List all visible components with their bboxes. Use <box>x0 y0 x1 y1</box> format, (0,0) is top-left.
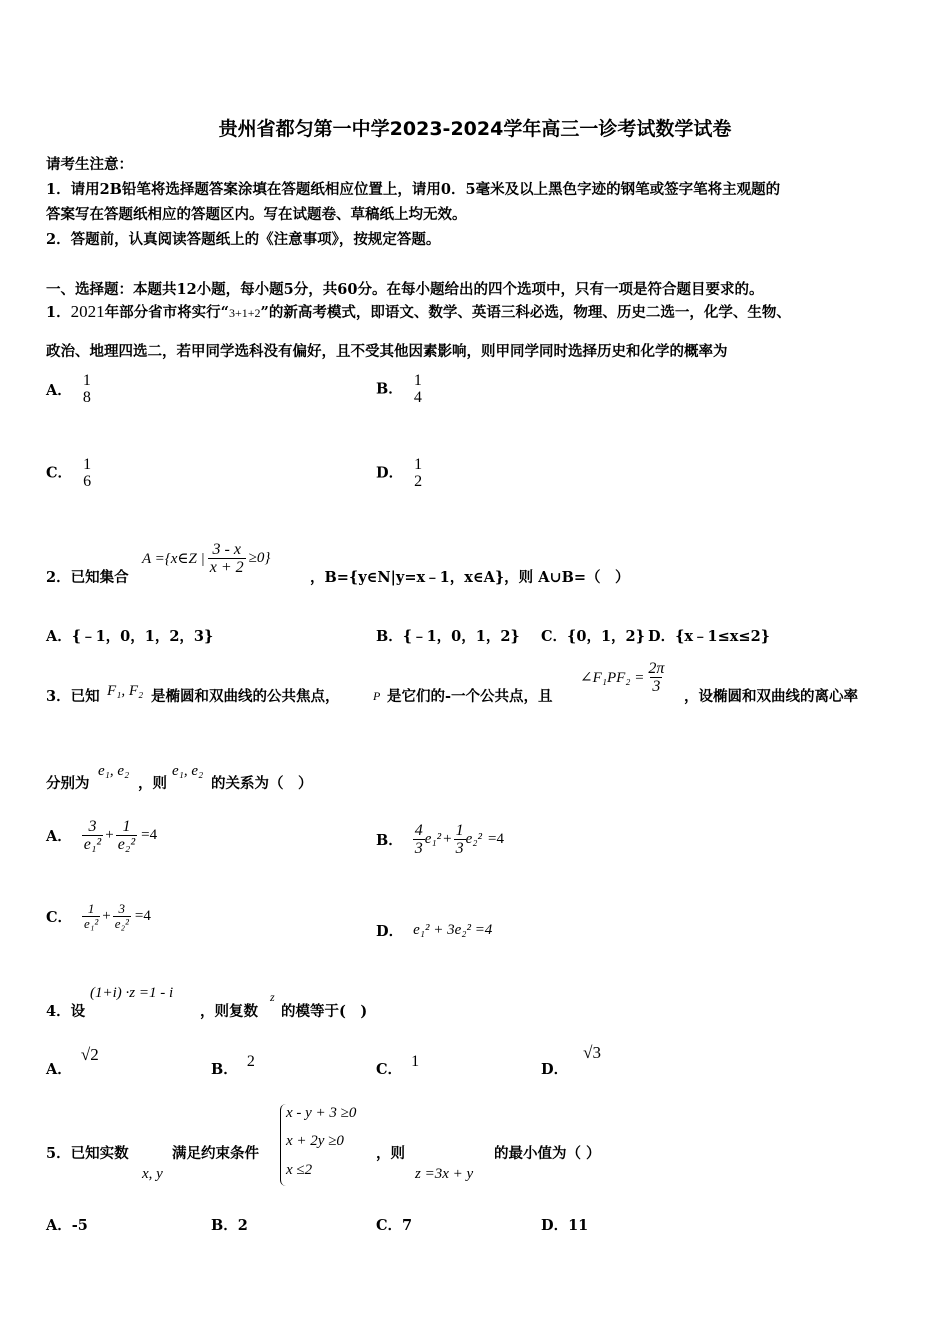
q3-e12-b: e₁, e₂ <box>172 763 204 779</box>
frac-num: 1 <box>413 372 422 389</box>
q1-prefix: 1． <box>46 304 71 321</box>
q3-option-d[interactable] <box>376 920 492 941</box>
q3-line2-a: 分别为 <box>46 775 90 792</box>
q4-prefix: 4．设 <box>46 1003 86 1020</box>
option-label: D． <box>376 923 404 940</box>
q5-text-3: 的最小值为（ ） <box>494 1145 601 1162</box>
q2-option-a[interactable]: A．{﹣1，0，1，2，3} <box>46 628 214 645</box>
q3-text-1: 是椭圆和双曲线的公共焦点， <box>151 688 340 705</box>
q2-option-b[interactable]: B．{﹣1，0，1，2} <box>376 628 520 645</box>
q3-option-b[interactable]: B． $\frac{4}{3}$ e₁² + $\frac{1}{3}$ e₂² =4 <box>376 822 504 857</box>
frac-den: 6 <box>83 473 92 490</box>
option-label: D． <box>376 464 404 482</box>
q3-angle <box>580 660 666 695</box>
q1-mid: 年部分省市将实行“ <box>104 304 229 321</box>
q5-option-a[interactable]: A．-5 <box>46 1217 88 1234</box>
frac-num: 1 <box>455 822 464 839</box>
term: e₁² <box>424 831 442 847</box>
frac-den: 3 <box>455 840 464 857</box>
page-title: 贵州省都匀第一中学2023-2024学年高三一诊考试数学试卷 <box>218 118 732 140</box>
frac-num: 3 - x <box>212 541 241 558</box>
option-label: A． <box>46 1061 72 1078</box>
q5-option-d[interactable]: D．11 <box>541 1217 589 1234</box>
option-label: C． <box>376 1061 403 1078</box>
option-label: A． <box>46 381 72 399</box>
frac-num: 1 <box>122 818 131 835</box>
q1-mode: 3+1+2 <box>228 306 261 320</box>
q4-z: z <box>270 990 275 1004</box>
q3-option-a[interactable]: A． $\frac{3}{\text{e₁²}}$ + $\frac{1}{\text{e₂²}}$ =4 <box>46 818 158 853</box>
q1-option-c[interactable] <box>46 456 93 490</box>
option-label: A． <box>46 828 72 845</box>
frac-den: e₁² <box>83 836 102 853</box>
option-label: B． <box>211 1061 238 1078</box>
frac-num: 3 <box>88 818 97 835</box>
q3-line2-c: 的关系为（ ） <box>211 775 313 792</box>
q3-angle-expr: ∠F₁PF₂ = <box>580 670 645 686</box>
option-value: 1 <box>411 1053 420 1070</box>
frac-num: 4 <box>414 822 423 839</box>
q3-point-p: P <box>373 689 381 703</box>
q5-option-c[interactable]: C．7 <box>376 1217 413 1234</box>
q3-option-d-expr: e₁² + 3e₂² =4 <box>413 922 493 938</box>
frac-den: x + 2 <box>209 559 244 576</box>
q1-year: 2021 <box>70 302 105 321</box>
frac-num: 3 <box>118 901 126 916</box>
notice-heading: 请考生注意： <box>46 156 133 173</box>
option-label: B． <box>376 380 403 398</box>
q5-vars: x, y <box>142 1166 163 1182</box>
option-label: C． <box>46 909 73 926</box>
q1-line-2: 政治、地理四选二，若甲同学选科没有偏好，且不受其他因素影响，则甲同学同时选择历史和化学的概率为 <box>46 343 728 360</box>
q3-line2-b: ，则 <box>138 775 167 792</box>
option-label: D． <box>541 1061 569 1078</box>
q3-e12-a: e₁, e₂ <box>98 763 130 779</box>
frac-den: 4 <box>413 389 422 406</box>
q3-text-2: 是它们的-一个公共点，且 <box>387 688 553 705</box>
q2-set-a-right: ≥0} <box>248 550 271 566</box>
frac-num: 1 <box>414 456 423 473</box>
q4-option-b[interactable] <box>211 1050 255 1078</box>
q3-prefix: 3．已知 <box>46 688 100 705</box>
option-value: √3 <box>583 1043 602 1062</box>
q3-text-3: ，设椭圆和双曲线的离心率 <box>684 688 858 705</box>
q2-option-c[interactable]: C．{0，1，2} <box>541 628 645 645</box>
frac-num: 2π <box>648 660 665 677</box>
q5-option-b[interactable]: B．2 <box>211 1217 248 1234</box>
q5-constraint-3: x ≤2 <box>286 1162 313 1178</box>
q5-constraint-1: x - y + 3 ≥0 <box>286 1105 357 1121</box>
frac-num: 1 <box>87 901 95 916</box>
equals-four: =4 <box>134 908 151 924</box>
q4-expr: (1+i) ·z =1 - i <box>90 985 174 1001</box>
term: e₂² <box>465 831 482 847</box>
q4-text: ，则复数 <box>200 1003 258 1020</box>
frac-num: 1 <box>83 456 92 473</box>
q5-objective: z =3x + y <box>415 1166 474 1182</box>
notice-line-3: 2．答题前，认真阅读答题纸上的《注意事项》，按规定答题。 <box>46 231 441 248</box>
q3-option-c[interactable]: C． $\frac{1}{\text{e₁²}}$ + $\frac{3}{\text{e₂²}}$ =4 <box>46 901 151 931</box>
option-label: C． <box>46 464 73 482</box>
frac-den: 3 <box>414 840 423 857</box>
q4-option-d[interactable] <box>541 1042 602 1078</box>
frac-num: 1 <box>82 372 91 389</box>
q5-constraint-2: x + 2y ≥0 <box>286 1133 344 1149</box>
option-value: √2 <box>80 1045 99 1064</box>
q2-prefix: 2．已知集合 <box>46 569 129 586</box>
q2-set-a-left: A ={x∈Z | <box>142 551 205 567</box>
q5-prefix: 5．已知实数 <box>46 1145 129 1162</box>
q4-option-a[interactable] <box>46 1044 99 1078</box>
q4-tail: 的模等于( ) <box>281 1003 368 1020</box>
frac-den: 3 <box>652 678 661 695</box>
q2-rest: ，B={y∈N|y=x﹣1，x∈A}，则 A∪B=（ ） <box>310 569 630 586</box>
q1-rest: ”的新高考模式，即语文、数学、英语三科必选，物理、历史二选一，化学、生物、 <box>260 304 791 321</box>
notice-line-1: 1．请用2B铅笔将选择题答案涂填在答题纸相应位置上，请用0．5毫米及以上黑色字迹的钢笔或签字笔将主观题的 <box>46 181 781 198</box>
frac-den: 8 <box>82 389 91 406</box>
option-label: B． <box>376 832 403 849</box>
frac-den: e₁² <box>84 916 99 931</box>
option-value: 2 <box>246 1053 255 1070</box>
notice-line-2: 答案写在答题纸相应的答题区内。写在试题卷、草稿纸上均无效。 <box>46 206 467 223</box>
section-heading: 一、选择题：本题共12小题，每小题5分，共60分。在每小题给出的四个选项中，只有一项是符合题目要求的。 <box>46 281 764 298</box>
q4-option-c[interactable] <box>376 1050 420 1078</box>
frac-den: e₂² <box>114 916 129 931</box>
equals-four: =4 <box>487 831 504 847</box>
q2-option-d[interactable]: D．{x﹣1≤x≤2} <box>648 628 770 645</box>
q1-option-d[interactable] <box>376 456 424 490</box>
frac-den: e₂² <box>117 836 136 853</box>
q2-set-a <box>142 541 270 576</box>
q1-option-b[interactable] <box>376 372 424 406</box>
equals-four: =4 <box>141 827 158 843</box>
q5-text-2: ，则 <box>376 1145 405 1162</box>
q3-foci: F₁, F₂ <box>107 683 144 699</box>
frac-den: 2 <box>414 473 423 490</box>
question-1 <box>46 301 791 322</box>
q5-text-1: 满足约束条件 <box>172 1145 259 1162</box>
q1-option-a[interactable] <box>46 372 93 406</box>
